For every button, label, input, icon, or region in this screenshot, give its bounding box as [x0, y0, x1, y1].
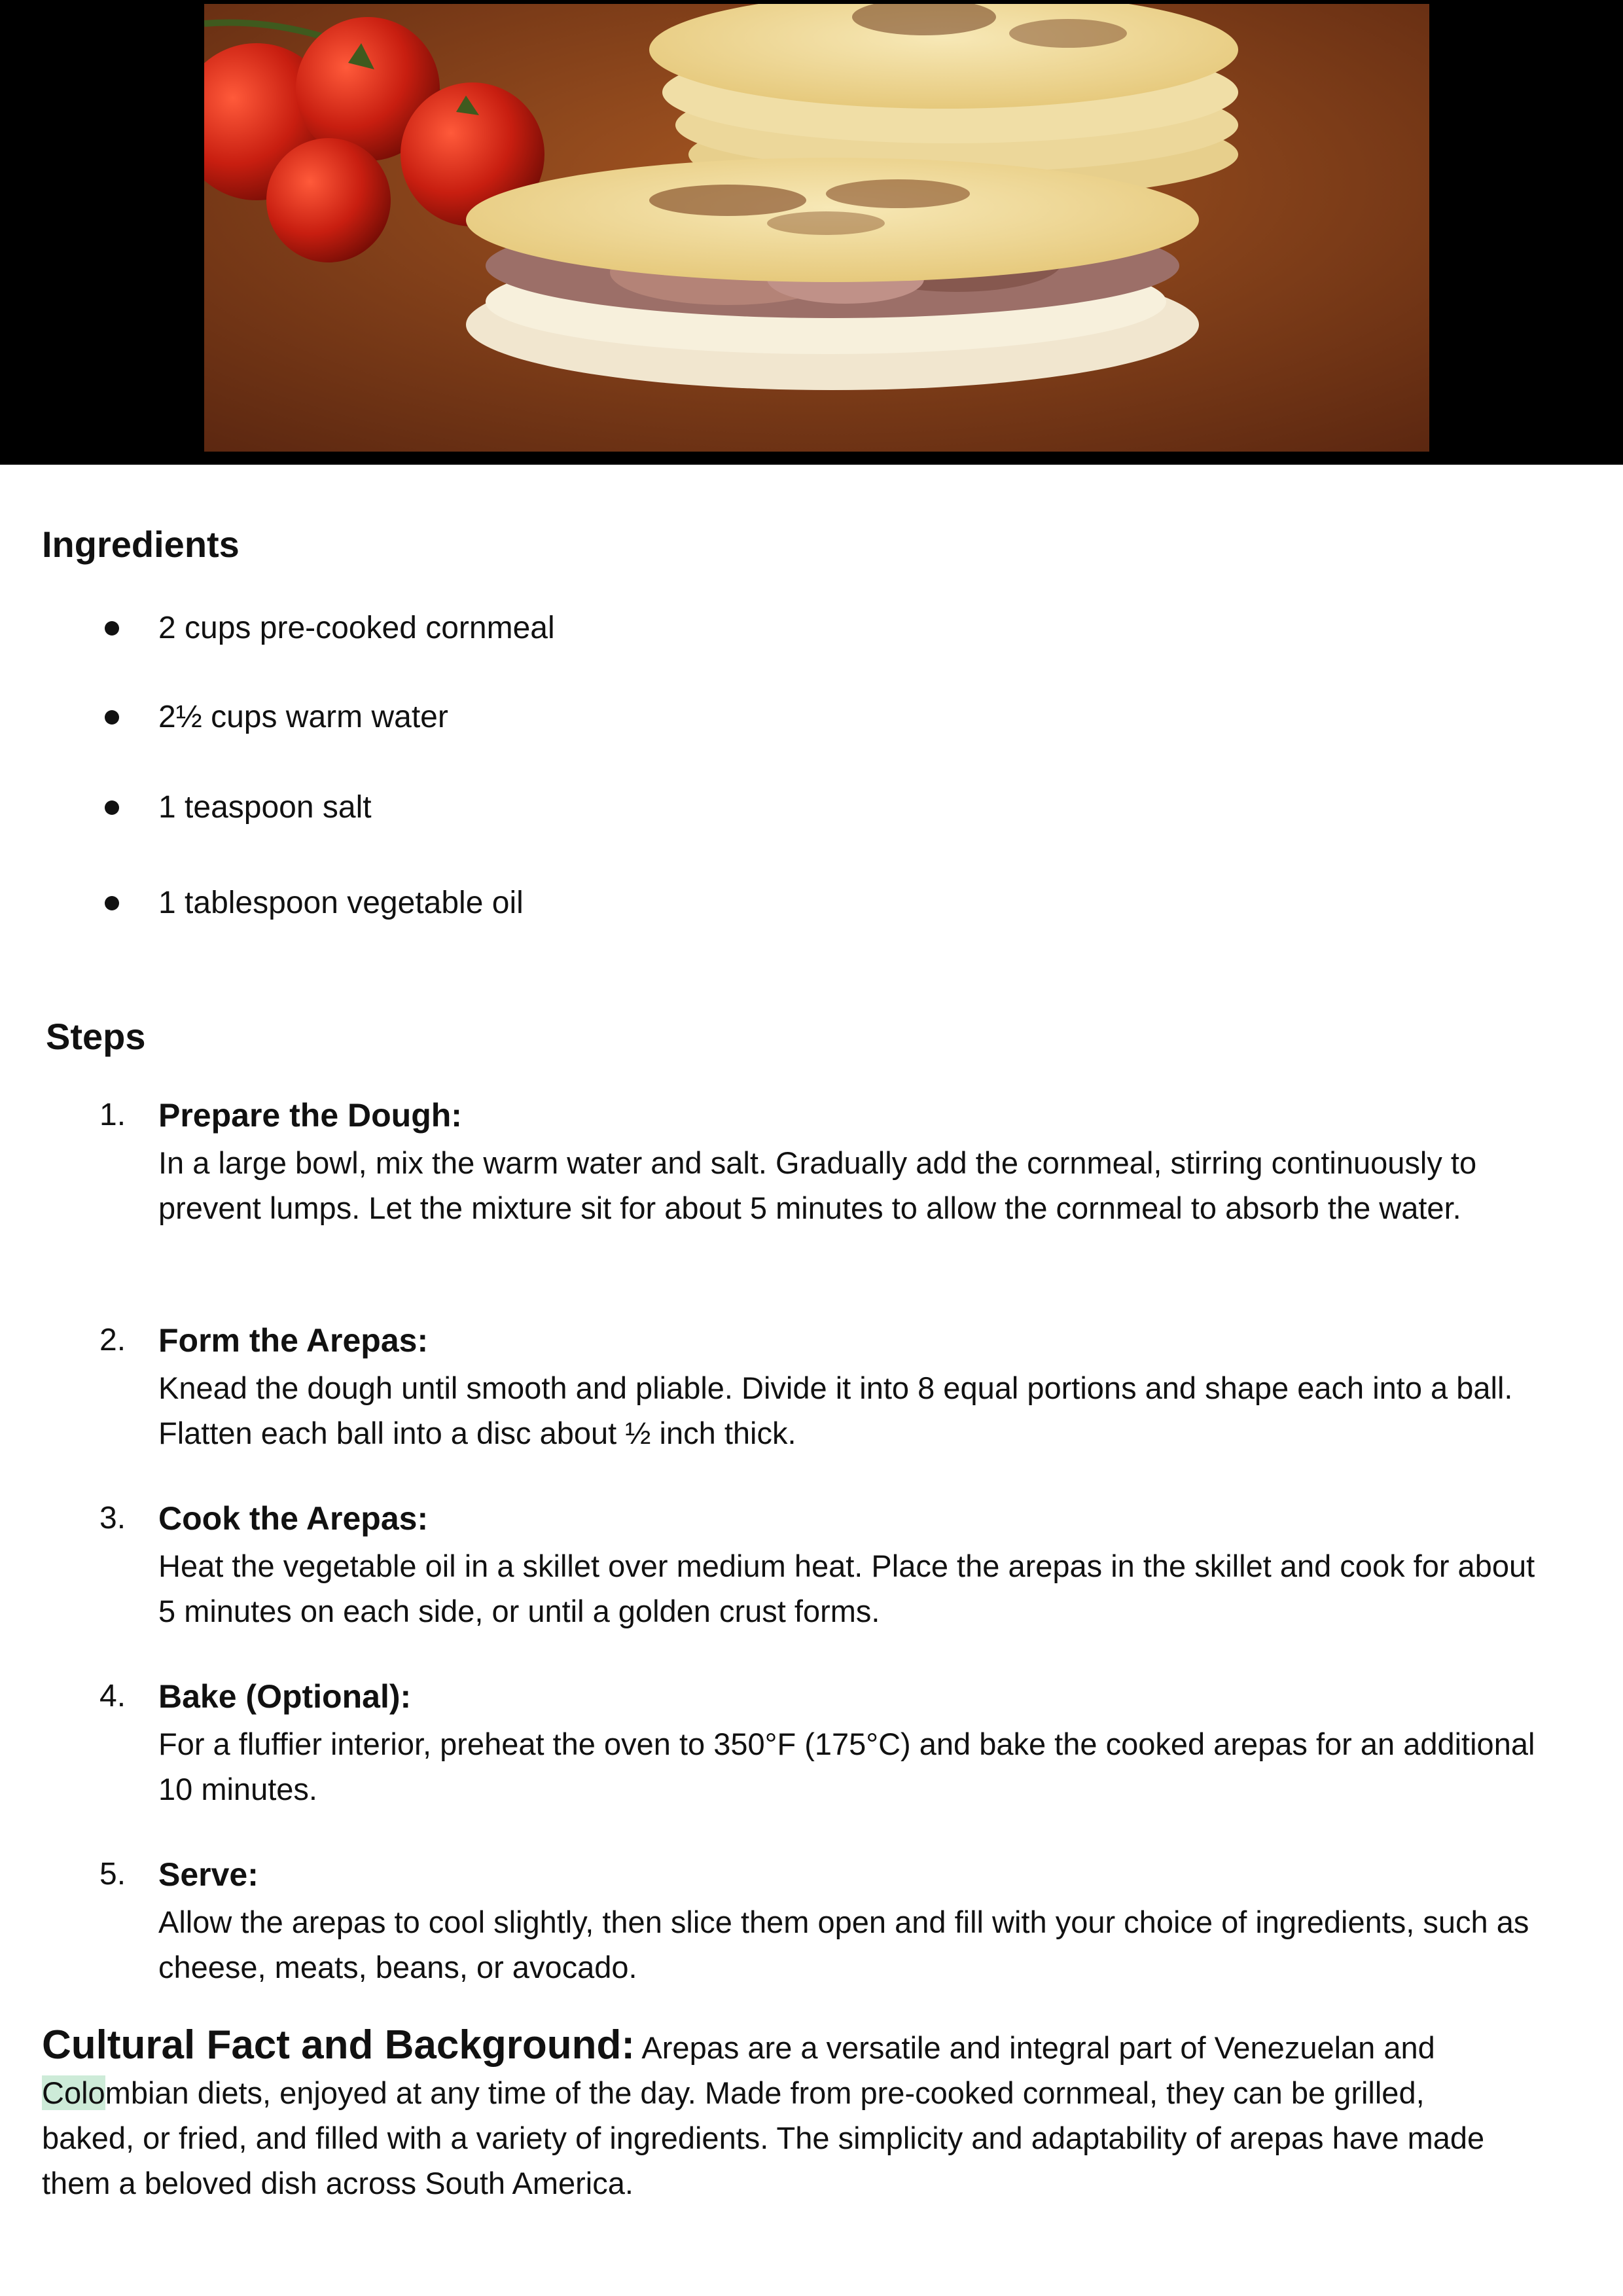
highlighted-text: Colo [42, 2075, 105, 2110]
step-title: Form the Arepas: [158, 1322, 429, 1359]
hero-banner [0, 0, 1623, 465]
step-body: Knead the dough until smooth and pliable. Divide it into 8 equal portions and shape each into a ball. Flatten each ball into a disc about ½ inch thick. [158, 1371, 1513, 1450]
bullet-icon [105, 896, 119, 910]
step-title: Cook the Arepas: [158, 1500, 429, 1537]
ingredient-text: 2½ cups warm water [158, 700, 448, 734]
cultural-fact-text: mbian diets, enjoyed at any time of the day. Made from pre-cooked cornmeal, they can be grilled, baked, or fried, and filled with a variety of ingredients. The simplicity and adaptability of arepas have made them a beloved dish across South America. [42, 2075, 1485, 2200]
cultural-fact-paragraph [42, 2022, 1521, 2206]
step-title: Prepare the Dough: [158, 1097, 462, 1134]
step-title: Bake (Optional): [158, 1678, 412, 1715]
bullet-icon [105, 710, 119, 725]
step-body: Allow the arepas to cool slightly, then slice them open and fill with your choice of ingredients, such as cheese, meats, beans, or avocado. [158, 1905, 1529, 1984]
step-number: 2. [99, 1323, 126, 1357]
step-number: 1. [99, 1098, 126, 1132]
ingredients-heading: Ingredients [42, 524, 240, 565]
arepa-photo [204, 4, 1429, 452]
step-body: In a large bowl, mix the warm water and salt. Gradually add the cornmeal, stirring continuously to prevent lumps. Let the mixture sit for about 5 minutes to allow the cornmeal to absorb the water. [158, 1145, 1477, 1225]
ingredient-text: 1 teaspoon salt [158, 790, 372, 825]
arepa-photo-illustration [204, 4, 1429, 452]
cultural-fact-text: Arepas are a versatile and integral part of Venezuelan and [634, 2030, 1435, 2065]
step-number: 4. [99, 1679, 126, 1713]
step-body: For a fluffier interior, preheat the oven to 350°F (175°C) and bake the cooked arepas for an additional 10 minutes. [158, 1727, 1535, 1806]
cultural-fact-title: Cultural Fact and Background: [42, 2022, 635, 2068]
ingredient-text: 2 cups pre-cooked cornmeal [158, 611, 555, 645]
steps-heading: Steps [46, 1016, 146, 1057]
step-number: 3. [99, 1501, 126, 1535]
step-body: Heat the vegetable oil in a skillet over medium heat. Place the arepas in the skillet and cook for about 5 minutes on each side, or until a golden crust forms. [158, 1549, 1535, 1628]
bullet-icon [105, 621, 119, 636]
step-number: 5. [99, 1857, 126, 1892]
bullet-icon [105, 800, 119, 815]
step-title: Serve: [158, 1856, 259, 1893]
ingredient-text: 1 tablespoon vegetable oil [158, 886, 524, 920]
